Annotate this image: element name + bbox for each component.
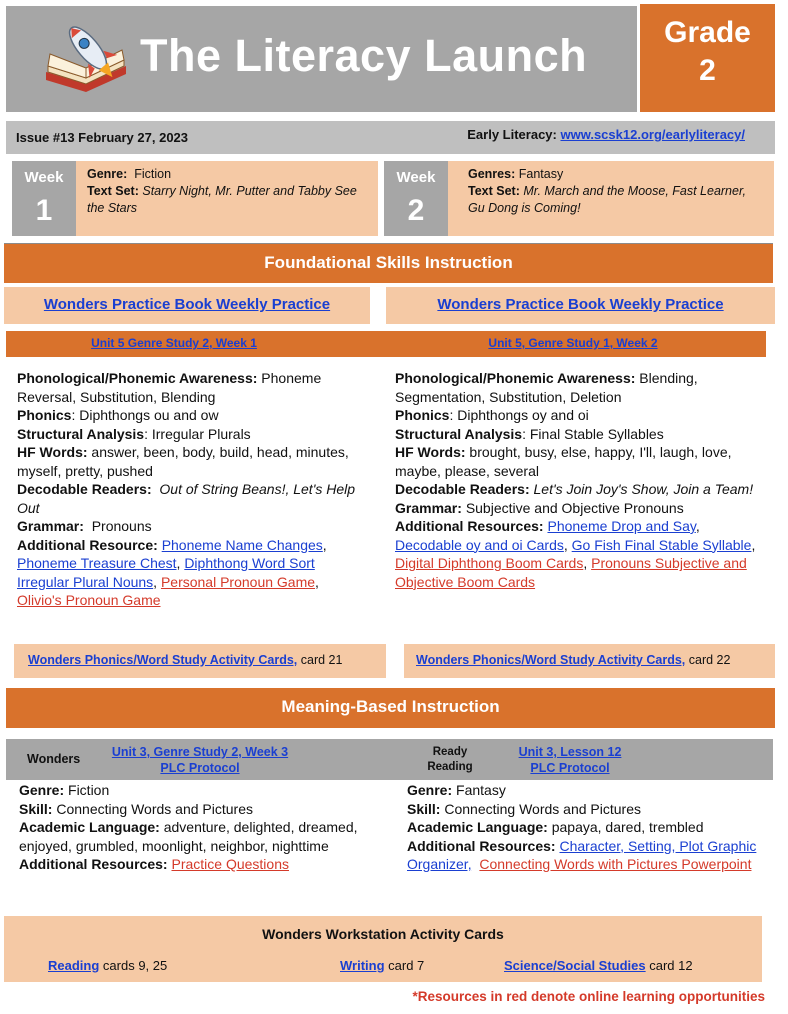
unit-link-left[interactable]: Unit 5 Genre Study 2, Week 1 [91,336,257,350]
grade-word: Grade [664,16,751,49]
unit-cell-right [380,336,766,350]
foundational-left-column: Phonological/Phonemic Awareness: Phoneme Reversal, Substitution, Blending Phonics: Diphthongs ou and ow Structural Analysis: Irregular Plurals HF Words: answer, been, body, build, head, minutes, myself, pretty, pushed Decodable Readers: Out of String Beans!, Let's Help Out Grammar: Pronouns Additional Resource: Phoneme Name Changes, Phoneme Treasure Chest, Diphthong Word Sort Irregular Plural Nouns, Personal Pronoun Game, Olivio's Pronoun Game [17,370,356,608]
week-1-genre: Fiction [134,167,172,181]
left-sa: : Irregular Plurals [144,425,251,442]
left-phonics-label: Phonics [17,407,72,423]
early-literacy [467,127,745,142]
m-left-al-label: Academic Language: [19,819,160,835]
week-1-number: 1 [35,194,53,227]
unit-cell-left [6,336,342,350]
issue-date: Issue #13 February 27, 2023 [16,130,189,145]
left-res-3[interactable]: Diphthong Word Sort [184,555,315,571]
right-res-2[interactable]: Decodable oy and oi Cards [395,536,564,553]
m-right-genre: Fantasy [456,782,506,798]
wonders-links [100,744,300,776]
rocket-book-icon [40,14,132,98]
left-pa: Phoneme Reversal, Substitution, Blending [17,370,322,405]
week-2-genre-label: Genres: [468,167,516,181]
m-right-genre-label: Genre: [407,782,453,798]
reading-rest: cards 9, 25 [102,958,168,973]
week-1-textset: Starry Night, Mr. Putter and Tabby See the Stars [87,184,357,215]
left-res-2[interactable]: Phoneme Treasure Chest [17,555,177,571]
early-literacy-link[interactable]: www.scsk12.org/earlyliteracy/ [560,127,745,142]
left-hf-label: HF Words: [17,444,88,460]
practice-link-right[interactable]: Wonders Practice Book Weekly Practice [437,296,724,313]
left-res-6[interactable]: Olivio's Pronoun Game [17,592,161,608]
foundational-right-column: Phonological/Phonemic Awareness: Blending, Segmentation, Substitution, Deletion Phonics: Diphthongs oy and oi Structural Analysis: Final Stable Syllables HF Words: brought, busy, else, happy, I'll, laugh, love, maybe, please, several Decodable Readers: Let's Join Joy's Show, Join a Team! Grammar: Subjective and Objective Pronouns Additional Resources: Phoneme Drop and Say, Decodable oy and oi Cards, Go Fish Final Stable Syllable, Digital Diphthong Boom Cards, Pronouns Subjective and Objective Boom Cards [395,370,756,590]
writing-rest: card 7 [388,958,425,973]
meaning-right-column [407,781,762,874]
week-1-word: Week [24,169,64,186]
right-res-4[interactable]: Digital Diphthong Boom Cards [395,555,584,571]
left-res-5[interactable]: Personal Pronoun Game [160,573,316,590]
right-dr-label: Decodable Readers: [395,481,530,497]
right-res-5[interactable]: Pronouns Subjective and Objective Boom Cards [395,555,747,590]
m-right-ar-label: Additional Resources: [407,837,556,854]
workstation-heading: Wonders Workstation Activity Cards [262,926,504,942]
right-res-3[interactable]: Go Fish Final Stable Syllable [571,536,752,553]
early-literacy-label: Early Literacy: [467,127,557,142]
science-rest: card 12 [649,958,693,973]
grade-badge [640,4,775,112]
m-left-ar-label: Additional Resources: [19,856,168,872]
right-pa: Blending, Segmentation, Substitution, Deletion [395,370,698,405]
week-2-textset-label: Text Set: [468,184,520,198]
m-left-skill-label: Skill: [19,800,53,817]
right-sa-label: Structural Analysis [395,425,523,442]
ready-links [500,744,640,776]
wonders-label: Wonders [27,752,81,766]
grade-number: 2 [699,54,716,87]
science-link[interactable]: Science/Social Studies [504,958,646,973]
m-left-al: adventure, delighted, dreamed, enjoyed, grumbled, moonlight, neighbor, nighttime [19,819,358,854]
right-grammar: Subjective and Objective Pronouns [465,499,684,516]
wonders-plc-link[interactable]: PLC Protocol [160,761,240,775]
practice-bar-right [386,287,775,324]
m-right-al: papaya, dared, trembled [551,819,704,835]
ready-unit-link[interactable]: Unit 3, Lesson 12 [518,745,622,759]
right-pa-label: Phonological/Phonemic Awareness: [395,370,636,386]
right-dr: Let's Join Joy's Show, Join a Team! [533,481,754,497]
week-1-content [87,166,372,217]
left-res-1[interactable]: Phoneme Name Changes [161,536,323,553]
left-dr-label: Decodable Readers: [17,481,152,497]
m-left-genre: Fiction [68,782,110,798]
right-phonics: : Diphthongs oy and oi [449,407,589,423]
left-ar-label: Additional Resource: [17,536,158,553]
m-right-res-2[interactable]: Connecting Words with Pictures Powerpoint [479,856,752,872]
week-2-word: Week [396,169,436,186]
m-right-skill: Connecting Words and Pictures [444,800,641,817]
workstation-writing [340,958,424,973]
week-2-number: 2 [407,194,425,227]
unit-link-right[interactable]: Unit 5, Genre Study 1, Week 2 [488,336,658,350]
wonders-unit-link[interactable]: Unit 3, Genre Study 2, Week 3 [111,745,289,759]
practice-bar-left [4,287,370,324]
reading-link[interactable]: Reading [48,958,100,973]
right-hf: brought, busy, else, happy, I'll, laugh, love, maybe, please, several [395,444,732,479]
phonics-cards-right [404,644,775,678]
workstation-reading [48,958,167,973]
footnote: *Resources in red denote online learning opportunities [412,989,765,1004]
week-1-label [12,161,76,236]
phonics-cards-link-left[interactable]: Wonders Phonics/Word Study Activity Cards, [28,653,298,667]
week-2-textset: Mr. March and the Moose, Fast Learner, Gu Dong is Coming! [468,184,746,215]
left-grammar: Pronouns [91,518,152,534]
week-1-genre-label: Genre: [87,167,128,181]
left-dr: Out of String Beans!, Let's Help Out [17,481,356,516]
ready-label: Ready Reading [427,746,473,773]
left-res-4[interactable]: Irregular Plural Nouns [17,573,154,590]
right-phonics-label: Phonics [395,407,450,423]
right-ar-label: Additional Resources: [395,518,544,534]
practice-link-left[interactable]: Wonders Practice Book Weekly Practice [43,296,331,313]
issue-bar [6,121,775,154]
right-hf-label: HF Words: [395,444,466,460]
week-2-content [468,166,763,217]
phonics-cards-rest-left: card 21 [300,653,343,667]
left-hf: answer, been, body, build, head, minutes, myself, pretty, pushed [17,444,349,479]
week-2-label [384,161,448,236]
m-right-skill-label: Skill: [407,800,441,817]
page-title: The Literacy Launch [140,30,588,81]
week-1-textset-label: Text Set: [87,184,139,198]
m-left-skill: Connecting Words and Pictures [56,800,253,817]
week-2-genre: Fantasy [518,167,564,181]
workstation-science [504,958,693,973]
phonics-cards-link-right[interactable]: Wonders Phonics/Word Study Activity Cards, [416,653,686,667]
right-grammar-label: Grammar: [395,499,462,516]
right-sa: : Final Stable Syllables [522,425,664,442]
m-left-genre-label: Genre: [19,782,65,798]
left-grammar-label: Grammar: [17,518,84,534]
left-pa-label: Phonological/Phonemic Awareness: [17,370,258,386]
m-right-res-1[interactable]: Character, Setting, Plot Graphic Organizer, [407,837,757,872]
phonics-cards-left [14,644,386,678]
m-left-res-1[interactable]: Practice Questions [171,856,289,872]
ready-plc-link[interactable]: PLC Protocol [530,761,610,775]
meaning-heading: Meaning-Based Instruction [6,688,775,728]
right-res-1[interactable]: Phoneme Drop and Say [547,518,696,534]
writing-link[interactable]: Writing [340,958,385,973]
left-phonics: : Diphthongs ou and ow [71,407,219,423]
foundational-heading: Foundational Skills Instruction [4,243,773,283]
meaning-left-column [19,781,359,874]
m-right-al-label: Academic Language: [407,819,548,835]
left-sa-label: Structural Analysis [17,425,145,442]
phonics-cards-rest-right: card 22 [688,653,731,667]
